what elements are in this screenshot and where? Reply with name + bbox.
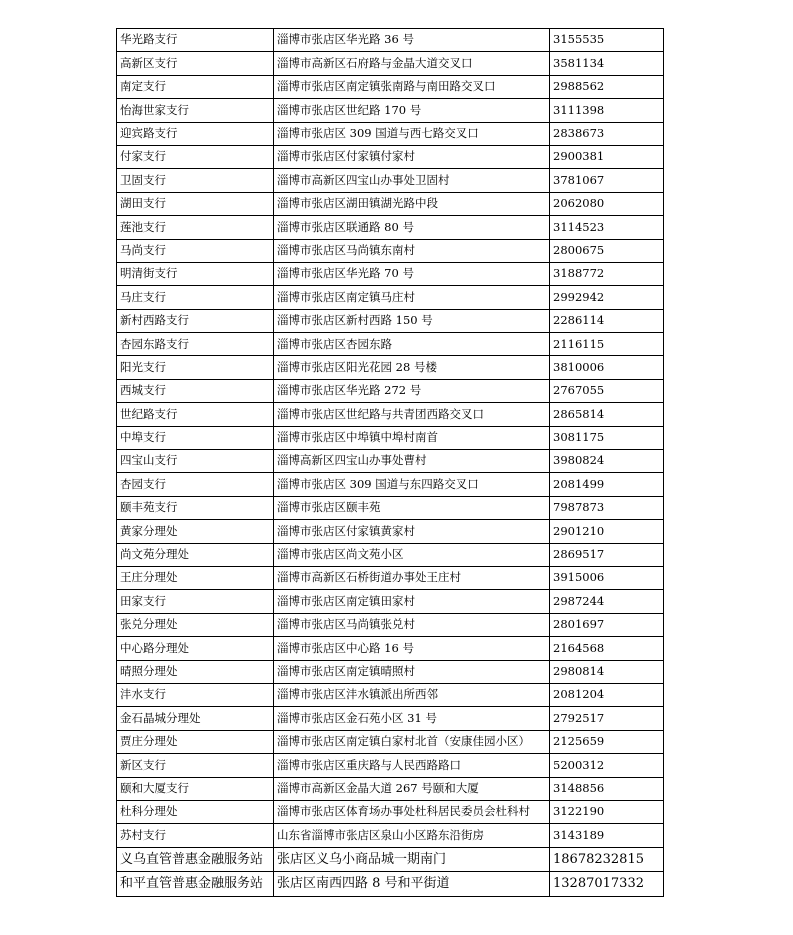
branch-address-cell: 淄博市张店区华光路 36 号	[274, 29, 550, 52]
branch-name-cell: 马庄支行	[117, 286, 274, 309]
table-row	[117, 637, 664, 660]
branch-phone-cell: 3155535	[550, 29, 664, 52]
branch-address-cell: 淄博市张店区尚文苑小区	[274, 543, 550, 566]
table-row	[117, 520, 664, 543]
table-row	[117, 29, 664, 52]
branch-address-cell: 淄博市高新区金晶大道 267 号颐和大厦	[274, 777, 550, 800]
branch-address-cell: 淄博市张店区南定镇张南路与南田路交叉口	[274, 75, 550, 98]
branch-address-cell: 淄博市张店区沣水镇派出所西邻	[274, 683, 550, 706]
branch-name-cell: 明清街支行	[117, 262, 274, 285]
branch-address-cell: 淄博市张店区 309 国道与东四路交叉口	[274, 473, 550, 496]
table-row	[117, 333, 664, 356]
branch-address-cell: 淄博市张店区华光路 272 号	[274, 379, 550, 402]
branch-name-cell: 杏园支行	[117, 473, 274, 496]
branch-name-cell: 阳光支行	[117, 356, 274, 379]
branch-phone-cell: 3581134	[550, 52, 664, 75]
branch-address-cell: 张店区义乌小商品城一期南门	[274, 847, 550, 872]
branch-name-cell: 迎宾路支行	[117, 122, 274, 145]
branch-address-cell: 淄博市张店区南定镇白家村北首（安康佳园小区）	[274, 730, 550, 753]
branch-address-cell: 淄博市张店区付家镇黄家村	[274, 520, 550, 543]
table-row	[117, 239, 664, 262]
branch-phone-cell: 2286114	[550, 309, 664, 332]
table-row	[117, 777, 664, 800]
table-row	[117, 543, 664, 566]
branch-address-cell: 淄博市张店区南定镇田家村	[274, 590, 550, 613]
table-row	[117, 426, 664, 449]
table-row	[117, 872, 664, 897]
branch-name-cell: 田家支行	[117, 590, 274, 613]
table-row	[117, 613, 664, 636]
table-row	[117, 590, 664, 613]
branch-address-cell: 淄博市张店区金石苑小区 31 号	[274, 707, 550, 730]
branch-phone-cell: 5200312	[550, 754, 664, 777]
branch-phone-cell: 2800675	[550, 239, 664, 262]
branch-phone-cell: 2125659	[550, 730, 664, 753]
table-row	[117, 707, 664, 730]
branch-name-cell: 苏村支行	[117, 824, 274, 847]
branch-phone-cell: 2869517	[550, 543, 664, 566]
table-row	[117, 99, 664, 122]
branch-address-cell: 淄博市张店区华光路 70 号	[274, 262, 550, 285]
branch-name-cell: 贾庄分理处	[117, 730, 274, 753]
table-row	[117, 683, 664, 706]
branch-phone-cell: 2838673	[550, 122, 664, 145]
branch-name-cell: 新区支行	[117, 754, 274, 777]
branch-address-cell: 淄博市张店区世纪路与共青团西路交叉口	[274, 403, 550, 426]
branch-address-cell: 淄博市张店区马尚镇张兑村	[274, 613, 550, 636]
branch-name-cell: 中埠支行	[117, 426, 274, 449]
branch-phone-cell: 3114523	[550, 216, 664, 239]
branch-name-cell: 王庄分理处	[117, 566, 274, 589]
branch-address-cell: 淄博市张店区南定镇晴照村	[274, 660, 550, 683]
branch-address-cell: 淄博市张店区阳光花园 28 号楼	[274, 356, 550, 379]
branch-phone-cell: 3143189	[550, 824, 664, 847]
branch-name-cell: 金石晶城分理处	[117, 707, 274, 730]
table-row	[117, 169, 664, 192]
branch-name-cell: 晴照分理处	[117, 660, 274, 683]
branch-address-cell: 淄博市张店区颐丰苑	[274, 496, 550, 519]
branch-address-cell: 淄博高新区四宝山办事处曹村	[274, 450, 550, 473]
branch-address-cell: 淄博市高新区四宝山办事处卫固村	[274, 169, 550, 192]
branch-address-cell: 淄博市张店区中心路 16 号	[274, 637, 550, 660]
branch-phone-cell: 13287017332	[550, 872, 664, 897]
branch-name-cell: 颐和大厦支行	[117, 777, 274, 800]
branch-phone-cell: 2901210	[550, 520, 664, 543]
table-row	[117, 309, 664, 332]
branch-address-cell: 张店区南西四路 8 号和平街道	[274, 872, 550, 897]
branch-name-cell: 卫固支行	[117, 169, 274, 192]
branch-phone-cell: 18678232815	[550, 847, 664, 872]
branch-name-cell: 湖田支行	[117, 192, 274, 215]
table-row	[117, 824, 664, 847]
branch-name-cell: 华光路支行	[117, 29, 274, 52]
branch-phone-cell: 2062080	[550, 192, 664, 215]
branch-name-cell: 马尚支行	[117, 239, 274, 262]
branch-phone-cell: 3810006	[550, 356, 664, 379]
branch-name-cell: 高新区支行	[117, 52, 274, 75]
branch-address-cell: 淄博市张店区马尚镇东南村	[274, 239, 550, 262]
branch-phone-cell: 2081204	[550, 683, 664, 706]
table-row	[117, 52, 664, 75]
branch-name-cell: 颐丰苑支行	[117, 496, 274, 519]
table-row	[117, 356, 664, 379]
branch-phone-cell: 3111398	[550, 99, 664, 122]
branch-address-cell: 淄博市张店区杏园东路	[274, 333, 550, 356]
branch-phone-cell: 7987873	[550, 496, 664, 519]
branch-name-cell: 张兑分理处	[117, 613, 274, 636]
table-row	[117, 473, 664, 496]
branch-address-cell: 淄博市张店区重庆路与人民西路路口	[274, 754, 550, 777]
branch-address-cell: 淄博市张店区联通路 80 号	[274, 216, 550, 239]
branch-address-cell: 淄博市张店区付家镇付家村	[274, 145, 550, 168]
branch-phone-cell: 3148856	[550, 777, 664, 800]
branch-table-body	[117, 29, 664, 897]
branch-phone-cell: 2792517	[550, 707, 664, 730]
branch-name-cell: 西城支行	[117, 379, 274, 402]
branch-name-cell: 杏园东路支行	[117, 333, 274, 356]
branch-name-cell: 莲池支行	[117, 216, 274, 239]
branch-phone-cell: 3781067	[550, 169, 664, 192]
branch-name-cell: 义乌直管普惠金融服务站	[117, 847, 274, 872]
table-row	[117, 730, 664, 753]
branch-phone-cell: 2116115	[550, 333, 664, 356]
table-row	[117, 847, 664, 872]
table-row	[117, 450, 664, 473]
branch-address-cell: 淄博市高新区石府路与金晶大道交叉口	[274, 52, 550, 75]
branch-phone-cell: 2767055	[550, 379, 664, 402]
table-row	[117, 286, 664, 309]
branch-name-cell: 四宝山支行	[117, 450, 274, 473]
branch-phone-cell: 2900381	[550, 145, 664, 168]
branch-address-cell: 淄博市张店区湖田镇湖光路中段	[274, 192, 550, 215]
table-row	[117, 145, 664, 168]
branch-address-cell: 淄博市张店区新村西路 150 号	[274, 309, 550, 332]
branch-name-cell: 沣水支行	[117, 683, 274, 706]
branch-name-cell: 中心路分理处	[117, 637, 274, 660]
branch-name-cell: 南定支行	[117, 75, 274, 98]
branch-address-cell: 淄博市张店区中埠镇中埠村南首	[274, 426, 550, 449]
branch-address-cell: 淄博市张店区南定镇马庄村	[274, 286, 550, 309]
table-row	[117, 403, 664, 426]
table-row	[117, 122, 664, 145]
table-row	[117, 566, 664, 589]
table-row	[117, 192, 664, 215]
branch-phone-cell: 3081175	[550, 426, 664, 449]
branch-phone-cell: 2992942	[550, 286, 664, 309]
branch-phone-cell: 2801697	[550, 613, 664, 636]
table-row	[117, 800, 664, 823]
branch-address-cell: 淄博市张店区世纪路 170 号	[274, 99, 550, 122]
table-row	[117, 216, 664, 239]
branch-phone-cell: 2980814	[550, 660, 664, 683]
table-row	[117, 262, 664, 285]
branch-phone-cell: 3122190	[550, 800, 664, 823]
branch-name-cell: 新村西路支行	[117, 309, 274, 332]
table-row	[117, 496, 664, 519]
branch-phone-cell: 2865814	[550, 403, 664, 426]
branch-name-cell: 世纪路支行	[117, 403, 274, 426]
branch-name-cell: 尚文苑分理处	[117, 543, 274, 566]
table-row	[117, 379, 664, 402]
branch-phone-cell: 3188772	[550, 262, 664, 285]
branch-phone-cell: 3915006	[550, 566, 664, 589]
branch-name-cell: 黄家分理处	[117, 520, 274, 543]
branch-address-cell: 淄博市张店区 309 国道与西七路交叉口	[274, 122, 550, 145]
branch-table	[116, 28, 664, 897]
branch-phone-cell: 2164568	[550, 637, 664, 660]
table-row	[117, 754, 664, 777]
branch-name-cell: 杜科分理处	[117, 800, 274, 823]
branch-phone-cell: 2988562	[550, 75, 664, 98]
branch-name-cell: 付家支行	[117, 145, 274, 168]
branch-name-cell: 和平直管普惠金融服务站	[117, 872, 274, 897]
table-row	[117, 75, 664, 98]
branch-phone-cell: 2987244	[550, 590, 664, 613]
branch-address-cell: 淄博市高新区石桥街道办事处王庄村	[274, 566, 550, 589]
table-row	[117, 660, 664, 683]
branch-address-cell: 淄博市张店区体育场办事处杜科居民委员会杜科村	[274, 800, 550, 823]
branch-phone-cell: 3980824	[550, 450, 664, 473]
branch-name-cell: 怡海世家支行	[117, 99, 274, 122]
branch-phone-cell: 2081499	[550, 473, 664, 496]
branch-address-cell: 山东省淄博市张店区泉山小区路东沿街房	[274, 824, 550, 847]
